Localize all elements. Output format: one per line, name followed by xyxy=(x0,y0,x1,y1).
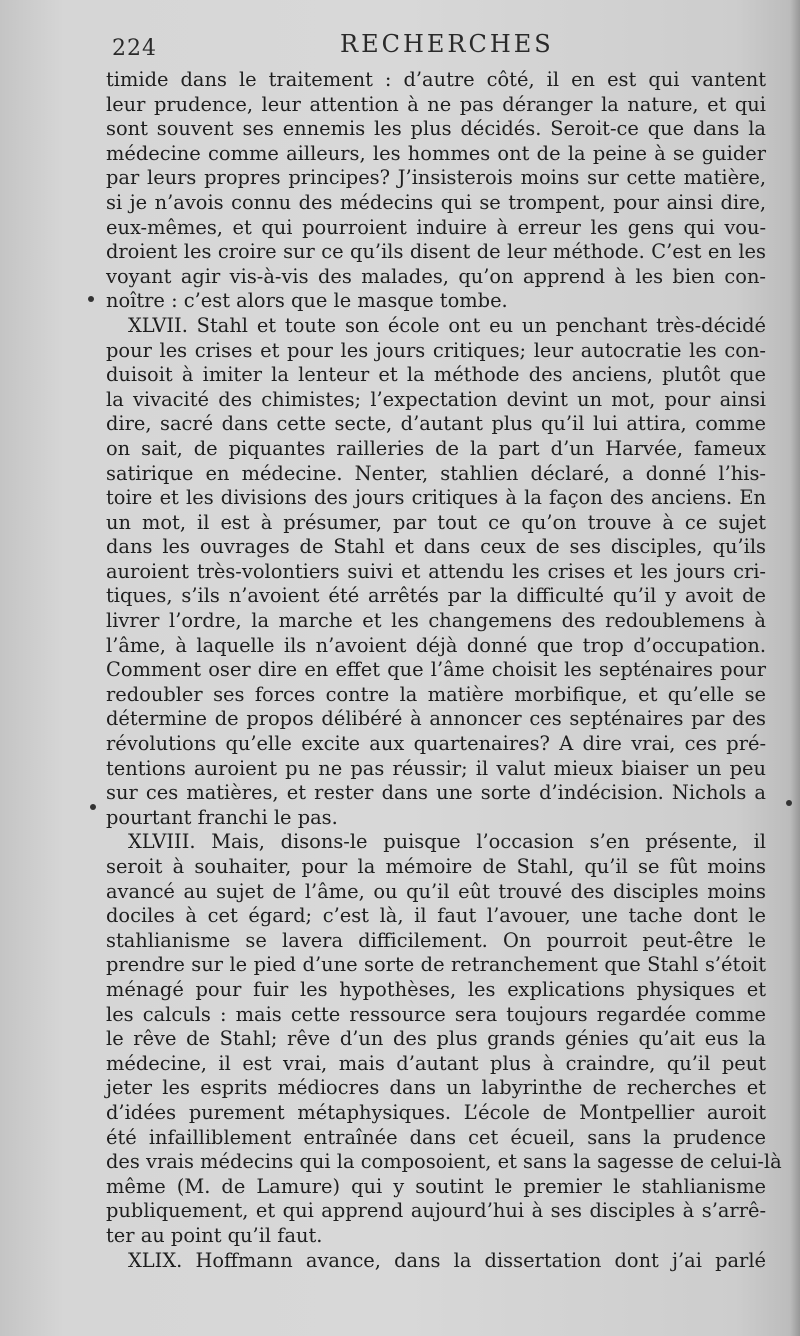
text-line: les calculs : mais cette ressource sera toujours regardée comme xyxy=(106,1002,766,1026)
paragraph-xlviii-start: XLVIII. Mais, disons-le puisque l’occasion s’en présente, il xyxy=(128,830,766,854)
text-line: tiques, s’ils n’avoient été arrêtés par la difficulté qu’il y avoit de xyxy=(106,584,766,608)
text-line: Comment oser dire en effet que l’âme choisit les septénaires pour xyxy=(106,658,766,682)
text-line: prendre sur le pied d’une sorte de retranchement que Stahl s’étoit xyxy=(106,953,766,977)
text-line: dociles à cet égard; c’est là, il faut l’avouer, une tache dont le xyxy=(106,904,766,928)
text-line: médecine comme ailleurs, les hommes ont de la peine à se guider xyxy=(106,141,766,165)
text-line: noître : c’est alors que le masque tombe. xyxy=(106,289,508,313)
text-line: timide dans le traitement : d’autre côté, il en est qui vantent xyxy=(106,68,766,91)
paragraph-xlix-start: XLIX. Hoffmann avance, dans la dissertation dont j’ai parlé xyxy=(128,1248,766,1272)
text-line: pourtant franchi le pas. xyxy=(106,805,338,829)
ink-speck-mark xyxy=(786,800,792,806)
page-number: 224 xyxy=(112,36,157,61)
text-line: seroit à souhaiter, pour la mémoire de Stahl, qu’il se fût moins xyxy=(106,855,766,878)
text-line: toire et les divisions des jours critiques à la façon des anciens. En xyxy=(106,486,766,510)
text-line: jeter les esprits médiocres dans un labyrinthe de recherches et xyxy=(106,1076,766,1100)
text-line: des vrais médecins qui la composoient, et sans la sagesse de celui-là xyxy=(106,1150,782,1174)
text-line: redoubler ses forces contre la matière morbifique, et qu’elle se xyxy=(106,682,766,706)
text-line: stahlianisme se lavera difficilement. On pourroit peut-être le xyxy=(106,928,766,952)
body-text xyxy=(106,68,782,1273)
text-line: auroient très-volontiers suivi et attendu les crises et les jours cri- xyxy=(106,559,766,583)
text-line: pour les crises et pour les jours critiques; leur autocratie les con- xyxy=(106,338,766,362)
text-line: livrer l’ordre, la marche et les changemens des redoublemens à xyxy=(106,609,766,633)
text-line: l’âme, à laquelle ils n’avoient déjà donné que trop d’occupation. xyxy=(106,633,766,657)
text-line: tentions auroient pu ne pas réussir; il valut mieux biaiser un peu xyxy=(106,756,766,780)
text-line: détermine de propos délibéré à annoncer ces septénaires par des xyxy=(106,707,766,731)
text-line: publiquement, et qui apprend aujourd’hui à ses disciples à s’arrê- xyxy=(106,1199,766,1223)
text-line: dans les ouvrages de Stahl et dans ceux de ses disciples, qu’ils xyxy=(106,535,766,559)
text-line: duisoit à imiter la lenteur et la méthode des anciens, plutôt que xyxy=(106,363,766,387)
paragraph-xlvii-start: XLVII. Stahl et toute son école ont eu un penchant très-décidé xyxy=(128,313,766,337)
text-line: dire, sacré dans cette secte, d’autant plus qu’il lui attira, comme xyxy=(106,412,766,436)
text-line: un mot, il est à présumer, par tout ce qu’on trouve à ce sujet xyxy=(106,510,766,534)
text-line: ter au point qu’il faut. xyxy=(106,1223,323,1247)
text-line: leur prudence, leur attention à ne pas déranger la nature, et qui xyxy=(106,92,766,116)
text-line: droient les croire sur ce qu’ils disent de leur méthode. C’est en les xyxy=(106,240,766,264)
ink-speck-mark xyxy=(90,804,96,810)
text-line: la vivacité des chimistes; l’expectation devint un mot, pour ainsi xyxy=(106,387,766,411)
text-line: sur ces matières, et rester dans une sorte d’indécision. Nichols a xyxy=(106,781,766,805)
text-line: voyant agir vis-à-vis des malades, qu’on apprend à les bien con- xyxy=(106,264,766,288)
text-line: sont souvent ses ennemis les plus décidés. Seroit-ce que dans la xyxy=(106,117,766,141)
text-line: si je n’avois connu des médecins qui se trompent, pour ainsi dire, xyxy=(106,190,766,214)
text-line: eux-mêmes, et qui pourroient induire à erreur les gens qui vou- xyxy=(106,215,766,239)
text-line: médecine, il est vrai, mais d’autant plus à craindre, qu’il peut xyxy=(106,1051,766,1075)
text-line: révolutions qu’elle excite aux quartenaires? A dire vrai, ces pré- xyxy=(106,732,766,756)
ink-speck-mark xyxy=(88,296,94,302)
text-line: avancé au sujet de l’âme, ou qu’il eût trouvé des disciples moins xyxy=(106,879,766,903)
text-line: le rêve de Stahl; rêve d’un des plus grands génies qu’ait eus la xyxy=(106,1027,766,1051)
text-line: on sait, de piquantes railleries de la part d’un Harvée, fameux xyxy=(106,436,766,460)
text-line: d’idées purement métaphysiques. L’école de Montpellier auroit xyxy=(106,1100,766,1124)
text-line: même (M. de Lamure) qui y soutint le premier le stahlianisme xyxy=(106,1174,766,1198)
text-line: par leurs propres principes? J’insisterois moins sur cette matière, xyxy=(106,166,766,190)
text-line: satirique en médecine. Nenter, stahlien déclaré, a donné l’his- xyxy=(106,461,766,485)
text-line: été infailliblement entraînée dans cet écueil, sans la prudence xyxy=(106,1125,766,1149)
running-title: RECHERCHES xyxy=(340,30,554,58)
text-line: ménagé pour fuir les hypothèses, les explications physiques et xyxy=(106,977,766,1001)
